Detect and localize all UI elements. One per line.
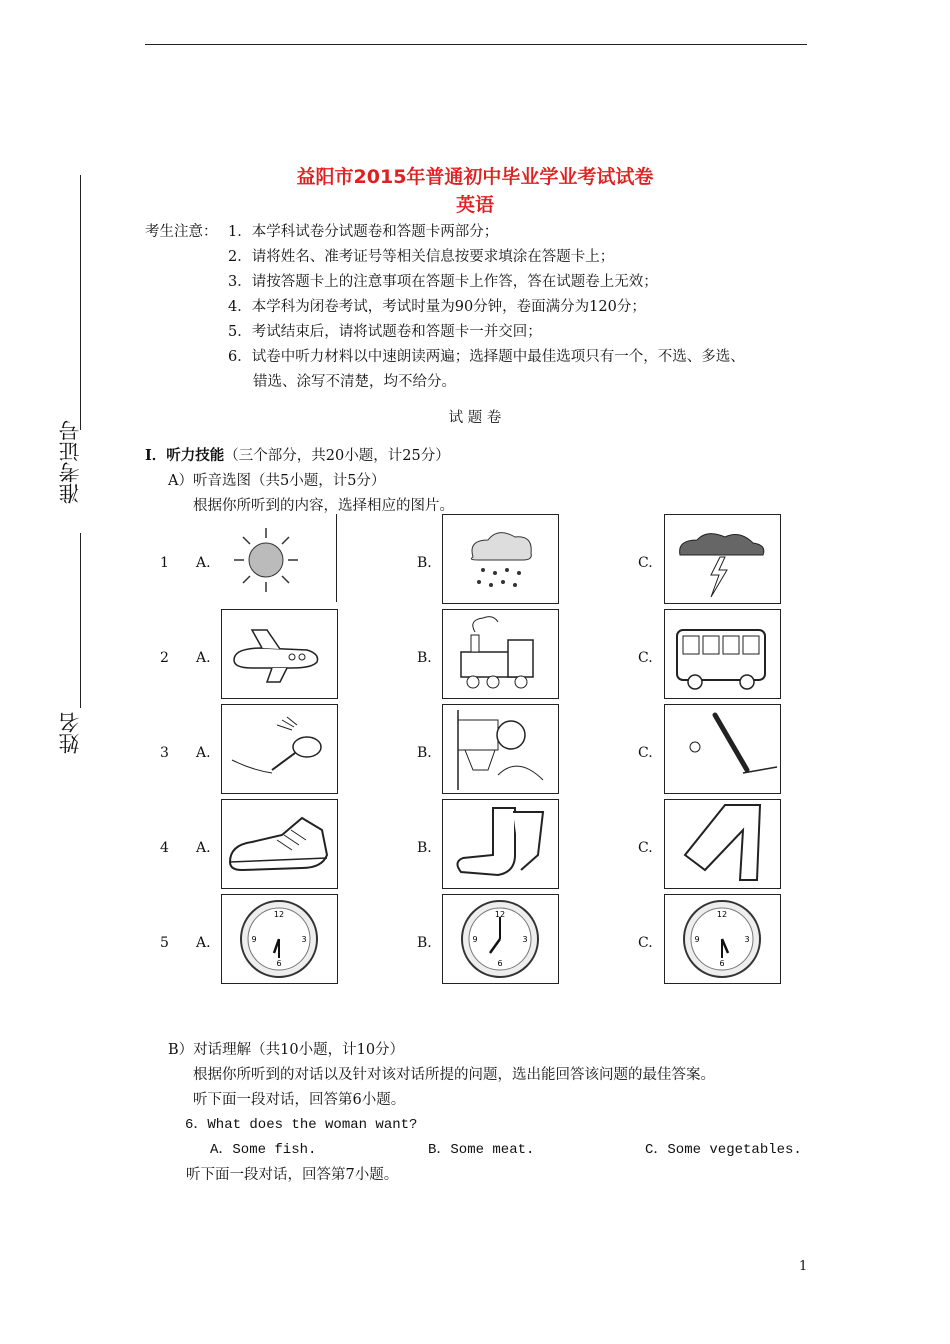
option-label: B.: [417, 840, 432, 856]
notice-item: 错选、涂写不清楚，均不给分。: [253, 374, 456, 390]
partA-title: A）听音选图（共5小题，计5分）: [168, 473, 386, 489]
svg-text:12: 12: [494, 910, 506, 919]
question-number: 2: [160, 650, 169, 666]
basketball-icon[interactable]: [442, 704, 559, 794]
option-label: C.: [638, 555, 653, 571]
option-label: B.: [417, 650, 432, 666]
notice-item: 1．本学科试卷分试题卷和答题卡两部分；: [228, 224, 499, 240]
option-label: A.: [196, 840, 211, 856]
section1-heading: [145, 444, 450, 465]
q6-option-b[interactable]: B．Some meat.: [428, 1142, 535, 1158]
q6-question: 6．What does the woman want?: [185, 1117, 418, 1133]
name-line: [80, 533, 81, 708]
svg-text:12: 12: [273, 910, 285, 919]
q6-option-c[interactable]: C．Some vegetables.: [645, 1142, 802, 1158]
clock-icon[interactable]: [442, 894, 559, 984]
sun-icon[interactable]: [221, 514, 337, 602]
partB-instruction: 根据你所听到的对话以及针对该对话所提的问题，选出能回答该问题的最佳答案。: [193, 1067, 715, 1083]
option-label: A.: [196, 555, 211, 571]
option-label: A.: [196, 650, 211, 666]
trousers-icon[interactable]: [664, 799, 781, 889]
airplane-icon[interactable]: [221, 609, 338, 699]
question-number: 4: [160, 840, 169, 856]
notice-item: 6．试卷中听力材料以中速朗读两遍；选择题中最佳选项只有一个，不选、多选、: [228, 349, 745, 365]
svg-text:3: 3: [522, 935, 528, 944]
exam-title: 益阳市2015年普通初中毕业学业考试试卷: [296, 166, 654, 188]
notice-item: 3．请按答题卡上的注意事项在答题卡上作答，答在试题卷上无效；: [228, 274, 658, 290]
svg-text:6: 6: [497, 959, 503, 968]
option-label: C.: [638, 650, 653, 666]
option-label: C.: [638, 745, 653, 761]
option-label: C.: [638, 840, 653, 856]
baseball-icon[interactable]: [664, 704, 781, 794]
sneaker-icon[interactable]: [221, 799, 338, 889]
paper-label: 试 题 卷: [448, 410, 502, 426]
question-number: 1: [160, 555, 169, 571]
svg-text:3: 3: [301, 935, 307, 944]
partA-instruction: 根据你所听到的内容，选择相应的图片。: [193, 498, 454, 514]
badminton-icon[interactable]: [221, 704, 338, 794]
dialogue7-prompt: 听下面一段对话，回答第7小题。: [186, 1167, 399, 1183]
option-label: A.: [196, 745, 211, 761]
clock-icon[interactable]: [664, 894, 781, 984]
question-number: 5: [160, 935, 169, 951]
subject-title: 英语: [455, 194, 494, 216]
socks-icon[interactable]: [442, 799, 559, 889]
name-label: 姓名: [58, 712, 82, 754]
page-number: 1: [799, 1259, 808, 1274]
section1-title: 听力技能: [166, 447, 225, 464]
exam-id-label: 准考证号: [58, 420, 82, 504]
bus-icon[interactable]: [664, 609, 781, 699]
partB-title: B）对话理解（共10小题，计10分）: [168, 1042, 405, 1058]
dialogue6-prompt: 听下面一段对话，回答第6小题。: [193, 1092, 406, 1108]
q6-option-a[interactable]: A．Some fish.: [210, 1142, 317, 1158]
question-number: 3: [160, 745, 169, 761]
svg-text:12: 12: [716, 910, 728, 919]
clock-icon[interactable]: [221, 894, 338, 984]
notice-item: 5．考试结束后，请将试题卷和答题卡一并交回；: [228, 324, 542, 340]
section1-number: I．: [145, 447, 167, 464]
train-icon[interactable]: [442, 609, 559, 699]
svg-text:9: 9: [251, 935, 257, 944]
rain-cloud-icon[interactable]: [442, 514, 559, 604]
notice-label: 考生注意：: [145, 224, 218, 240]
option-label: C.: [638, 935, 653, 951]
notice-item: 4．本学科为闭卷考试，考试时量为90分钟，卷面满分为120分；: [228, 299, 646, 315]
option-label: B.: [417, 935, 432, 951]
svg-text:9: 9: [472, 935, 478, 944]
section1-info: （三个部分，共20小题，计25分）: [224, 448, 450, 464]
svg-text:3: 3: [744, 935, 750, 944]
option-label: A.: [196, 935, 211, 951]
notice-item: 2．请将姓名、准考证号等相关信息按要求填涂在答题卡上；: [228, 249, 615, 265]
thunderstorm-icon[interactable]: [664, 514, 781, 604]
svg-text:9: 9: [694, 935, 700, 944]
svg-text:6: 6: [719, 959, 725, 968]
top-rule: [145, 44, 807, 45]
option-label: B.: [417, 555, 432, 571]
svg-text:6: 6: [276, 959, 282, 968]
option-label: B.: [417, 745, 432, 761]
